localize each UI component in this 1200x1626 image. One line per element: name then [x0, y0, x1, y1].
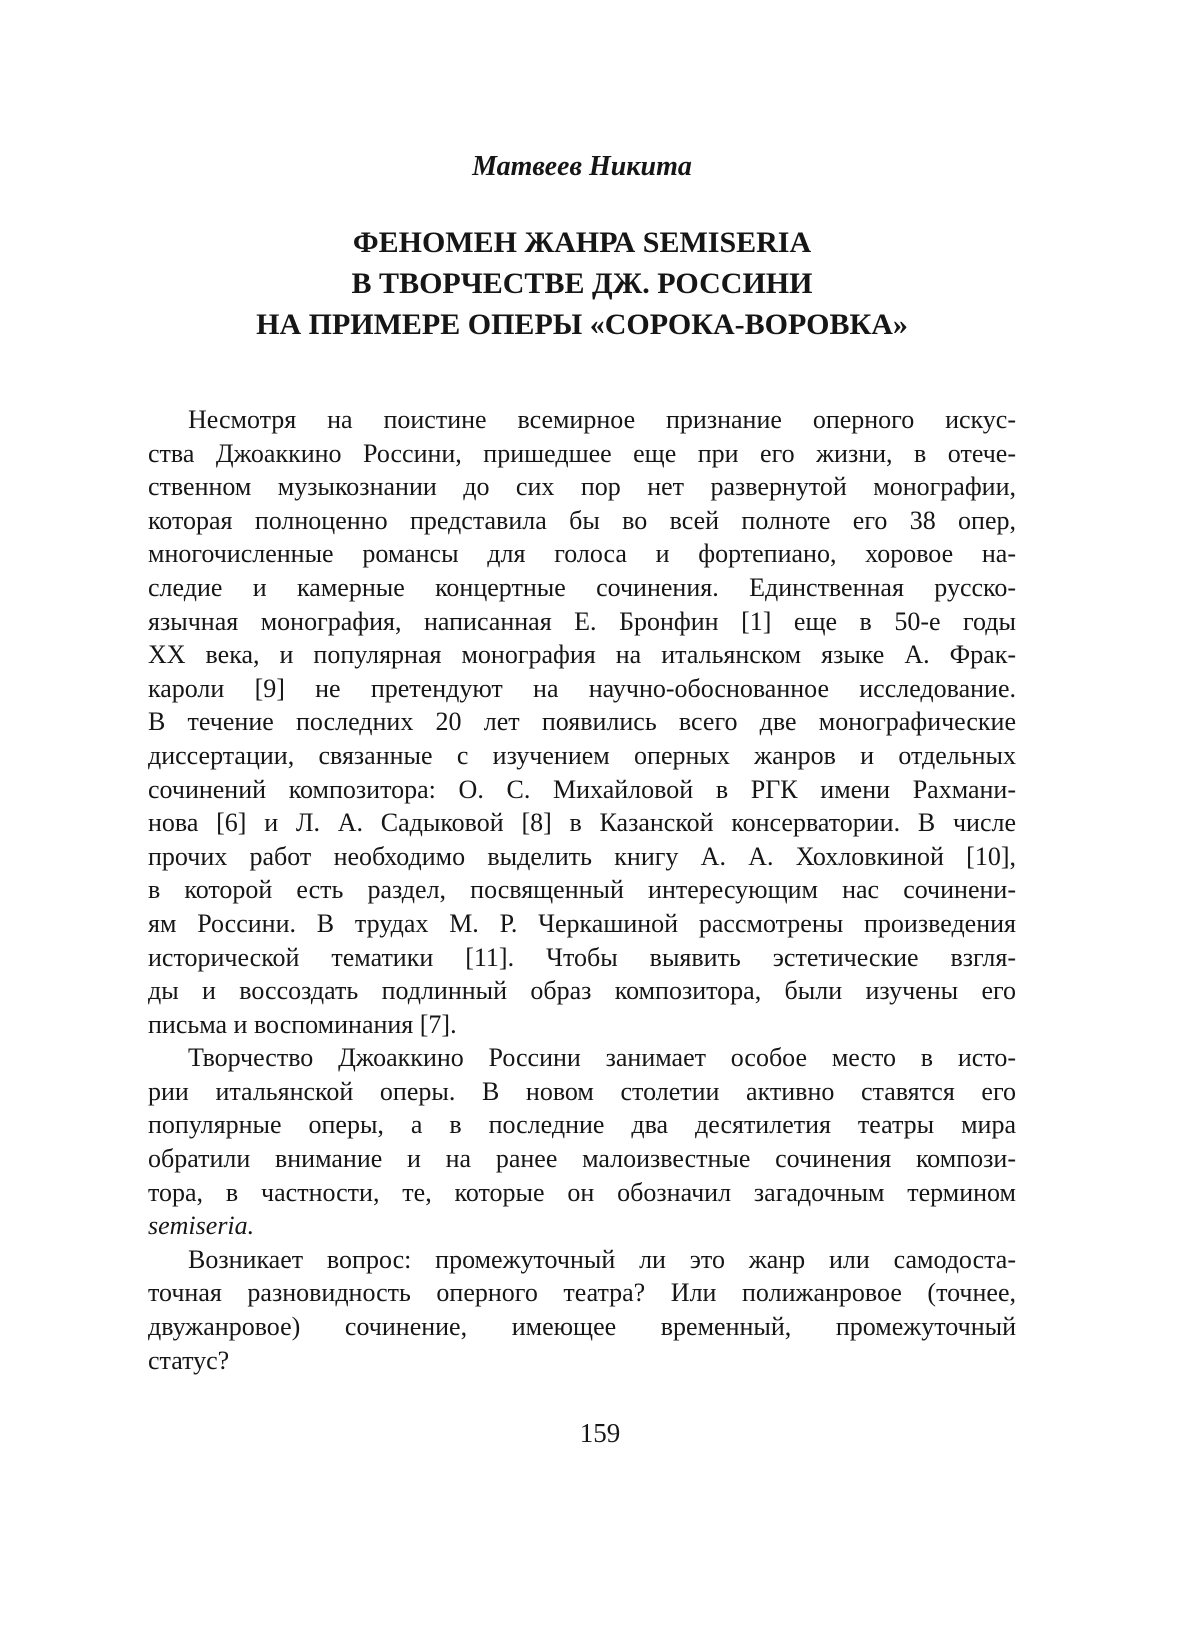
text-line: язычная монография, написанная Е. Бронфин [1] еще в 50-е годы: [148, 606, 1016, 636]
text-line: semiseria.: [148, 1211, 255, 1241]
page-number: 159: [579, 1418, 621, 1448]
text-line: следие и камерные концертные сочинения. Единственная русско-: [148, 572, 1016, 602]
article-title: [148, 222, 1016, 345]
text-line: диссертации, связанные с изучением оперных жанров и отдельных: [148, 740, 1016, 770]
title-line: НА ПРИМЕРЕ ОПЕРЫ «СОРОКА-ВОРОВКА»: [256, 308, 908, 341]
paragraph: [148, 1041, 1016, 1243]
text-line: Творчество Джоаккино Россини занимает особое место в исто-: [188, 1043, 1016, 1073]
text-line: которая полноценно представила бы во всей полноте его 38 опер,: [148, 505, 1016, 535]
page-content: [148, 150, 1016, 1377]
title-line: ФЕНОМЕН ЖАНРА SEMISERIA: [352, 226, 812, 259]
text-line: исторической тематики [11]. Чтобы выявить эстетические взгля-: [148, 942, 1016, 972]
author-name: Матвеев Никита: [472, 151, 692, 182]
text-line: письма и воспоминания [7].: [148, 1009, 457, 1039]
text-line: двужанровое) сочинение, имеющее временный, промежуточный: [148, 1312, 1016, 1342]
text-line: точная разновидность оперного театра? Или полижанровое (точнее,: [148, 1278, 1016, 1308]
paragraph: [148, 403, 1016, 1041]
text-line: ям Россини. В трудах М. Р. Черкашиной рассмотрены произведения: [148, 908, 1016, 938]
text-line: статус?: [148, 1345, 230, 1375]
text-line: сочинений композитора: О. С. Михайловой в РГК имени Рахмани-: [148, 774, 1016, 804]
text-line: XX века, и популярная монография на итальянском языке А. Фрак-: [148, 640, 1016, 670]
text-line: прочих работ необходимо выделить книгу А. А. Хохловкиной [10],: [148, 841, 1016, 871]
text-line: Возникает вопрос: промежуточный ли это жанр или самодоста-: [188, 1244, 1016, 1274]
paragraph: [148, 1243, 1016, 1377]
text-line: Несмотря на поистине всемирное признание оперного искус-: [188, 405, 1016, 434]
text-line: нова [6] и Л. А. Садыковой [8] в Казанской консерватории. В числе: [148, 808, 1016, 838]
text-line: многочисленные романсы для голоса и фортепиано, хоровое на-: [148, 539, 1016, 569]
text-line: обратили внимание и на ранее малоизвестные сочинения компози-: [148, 1144, 1016, 1174]
text-line: кароли [9] не претендуют на научно-обоснованное исследование.: [148, 673, 1016, 703]
text-line: популярные оперы, а в последние два десятилетия театры мира: [148, 1110, 1016, 1140]
title-line: В ТВОРЧЕСТВЕ ДЖ. РОССИНИ: [351, 267, 813, 300]
text-line: ды и воссоздать подлинный образ композитора, были изучены его: [148, 976, 1016, 1006]
text-line: в которой есть раздел, посвященный интересующим нас сочинени-: [148, 875, 1016, 905]
text-line: рии итальянской оперы. В новом столетии активно ставятся его: [148, 1076, 1016, 1106]
text-line: тора, в частности, те, которые он обозначил загадочным термином: [148, 1177, 1016, 1207]
text-line: ства Джоаккино Россини, пришедшее еще при его жизни, в отече-: [148, 438, 1016, 468]
text-line: ственном музыкознании до сих пор нет развернутой монографии,: [148, 472, 1016, 502]
article-body: [148, 403, 1016, 1377]
text-line: В течение последних 20 лет появились всего две монографические: [148, 707, 1016, 737]
